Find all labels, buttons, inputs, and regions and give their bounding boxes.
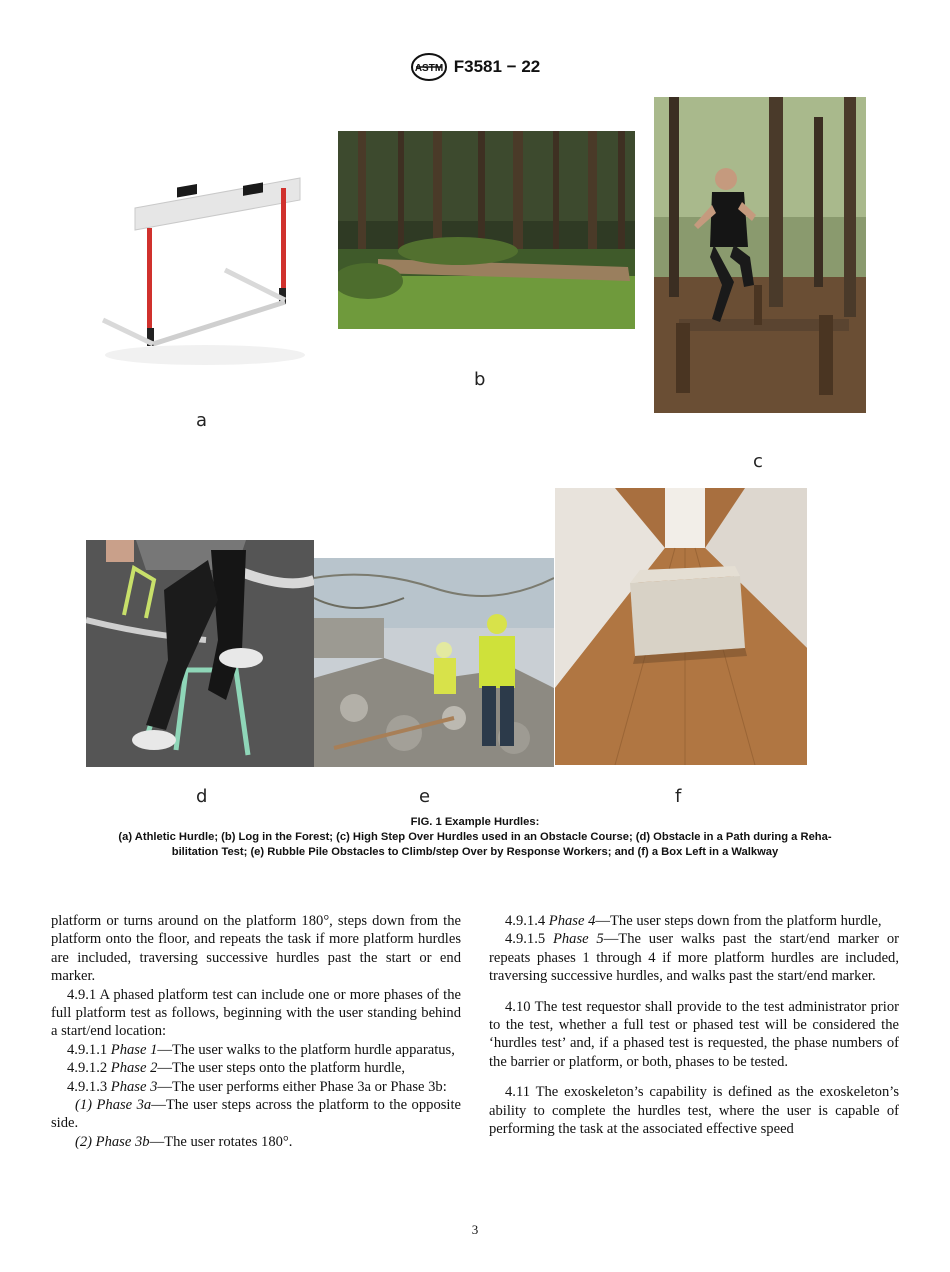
- figure-label-c: c: [753, 451, 763, 472]
- figure-label-e: e: [419, 786, 431, 807]
- paragraph-phase-3a: (1) Phase 3a—The user steps across the platform to the opposite side.: [51, 1097, 462, 1132]
- paragraph-4-9-1-2: 4.9.1.2 Phase 2—The user steps onto the platform hurdle,: [67, 1060, 406, 1077]
- figure-image-d: [86, 540, 314, 767]
- figure-image-c: [654, 97, 866, 413]
- paragraph-4-9-1-1: 4.9.1.1 Phase 1—The user walks to the platform hurdle apparatus,: [67, 1041, 455, 1058]
- page-header: [0, 52, 950, 82]
- figure-caption-title: FIG. 1 Example Hurdles:: [410, 816, 540, 828]
- figure-caption-line-1: (a) Athletic Hurdle; (b) Log in the Forest; (c) High Step Over Hurdles used in an Obstacle Course; (d) Obstacle in a Path during a Reha-: [118, 831, 832, 843]
- figure-image-b: [338, 131, 635, 329]
- figure-image-e: [314, 558, 554, 767]
- figure-caption-line-2: bilitation Test; (e) Rubble Pile Obstacles to Climb/step Over by Response Workers; and (f) a Box Left in a Walkway: [171, 846, 779, 858]
- figure-label-a: a: [196, 410, 208, 431]
- paragraph-4-9-1-4: 4.9.1.4 Phase 4—The user steps down from the platform hurdle,: [505, 913, 882, 929]
- paragraph-4-10: 4.10 The test requestor shall provide to the test administrator prior to the test, whether a full test or phased test will be considered the ‘hurdles test’ and, if a phased test is requested, the phase numbers of the barrier or platform, or both, phases to be tested.: [489, 998, 899, 1070]
- figure-image-a: [95, 160, 310, 375]
- standard-designation: F3581 − 22: [453, 57, 541, 76]
- paragraph-4-9-1: 4.9.1 A phased platform test can include one or more phases of the full platform test as follows, beginning with the user standing behind a start/end location:: [51, 986, 461, 1040]
- figure-label-f: f: [675, 786, 682, 807]
- paragraph-4-9-1-5: 4.9.1.5 Phase 5—The user walks past the start/end marker or repeats phases 1 through 4 if more platform hurdles are included, traversing successive hurdles, and walks past the start/end marker.: [489, 931, 899, 985]
- figure-caption: [40, 815, 910, 860]
- figure-label-d: d: [196, 786, 208, 807]
- svg-text:ASTM: ASTM: [414, 63, 443, 74]
- paragraph-4-11: 4.11 The exoskeleton’s capability is defined as the exoskeleton’s ability to complete the hurdles test, where the user is capable of performing the task at the associated effective speed: [489, 1084, 899, 1138]
- paragraph-phase-3b: (2) Phase 3b—The user rotates 180°.: [75, 1133, 293, 1150]
- astm-logo-icon: [410, 52, 448, 82]
- left-column: [51, 912, 461, 1151]
- right-column: [489, 912, 899, 1138]
- figure-image-f: [555, 488, 807, 765]
- page-number: 3: [471, 1222, 479, 1237]
- figure-label-b: b: [474, 369, 486, 390]
- paragraph-4-9-1-3: 4.9.1.3 Phase 3—The user performs either Phase 3a or Phase 3b:: [67, 1078, 447, 1095]
- paragraph-continuation: platform or turns around on the platform 180°, steps down from the platform onto the floor, and repeats the task if more platform hurdles are included, traversing successive hurdles past the start or end marker.: [51, 913, 461, 985]
